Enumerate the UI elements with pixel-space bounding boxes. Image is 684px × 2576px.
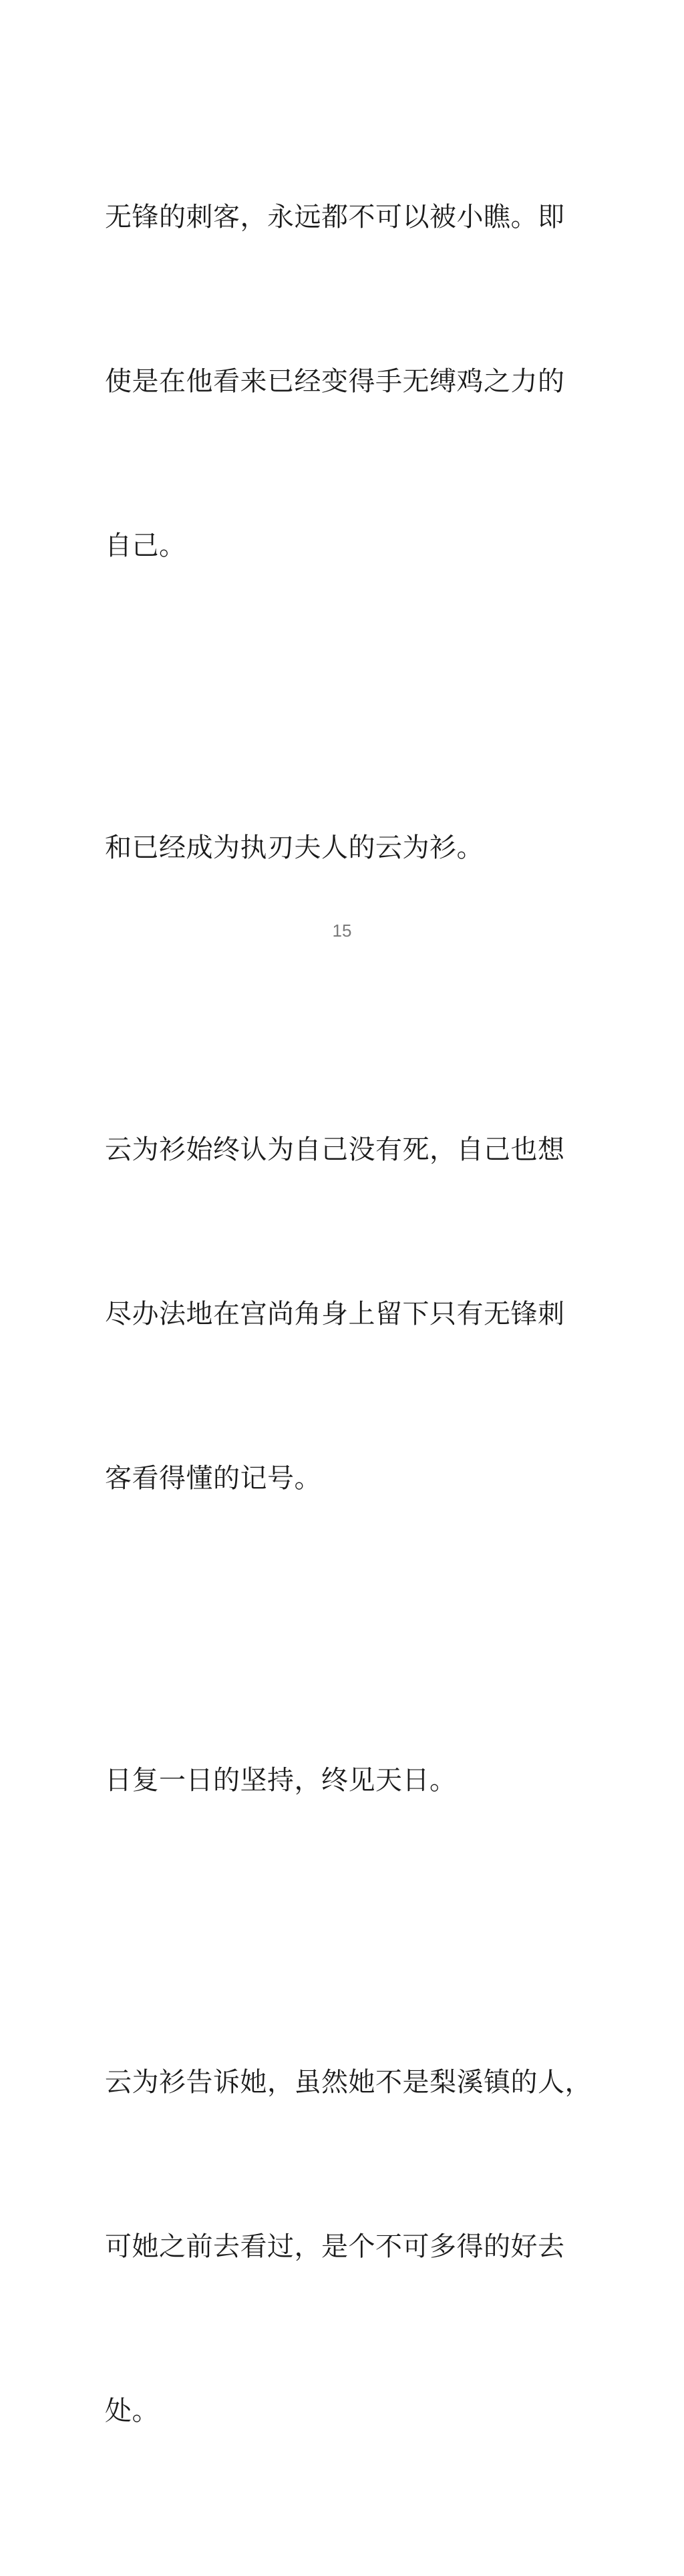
text-line: 云为衫告诉她，虽然她不是梨溪镇的人， xyxy=(105,2067,592,2098)
paragraph-4 xyxy=(105,1643,582,1917)
text-line: 处。 xyxy=(105,2396,159,2426)
paragraph-3 xyxy=(105,1013,582,1615)
text-line: 尽办法地在宫尚角身上留下只有无锋刺 xyxy=(105,1299,565,1329)
text-line: 可她之前去看过，是个不可多得的好去 xyxy=(105,2231,565,2262)
page-number: 15 xyxy=(332,921,352,941)
text-line: 无锋的刺客，永远都不可以被小瞧。即 xyxy=(105,202,565,232)
text-line: 日复一日的坚持，终见天日。 xyxy=(105,1765,457,1796)
paragraph-1 xyxy=(105,80,582,683)
text-line: 云为衫始终认为自己没有死，自己也想 xyxy=(105,1134,565,1165)
text-line: 使是在他看来已经变得手无缚鸡之力的 xyxy=(105,366,565,397)
text-body xyxy=(105,80,592,2576)
paragraph-5 xyxy=(105,1945,592,2548)
text-line: 客看得懂的记号。 xyxy=(105,1463,321,1494)
paragraph-2 xyxy=(105,711,582,985)
text-line: 自己。 xyxy=(105,530,186,561)
text-line: 和已经成为执刃夫人的云为衫。 xyxy=(105,832,484,863)
